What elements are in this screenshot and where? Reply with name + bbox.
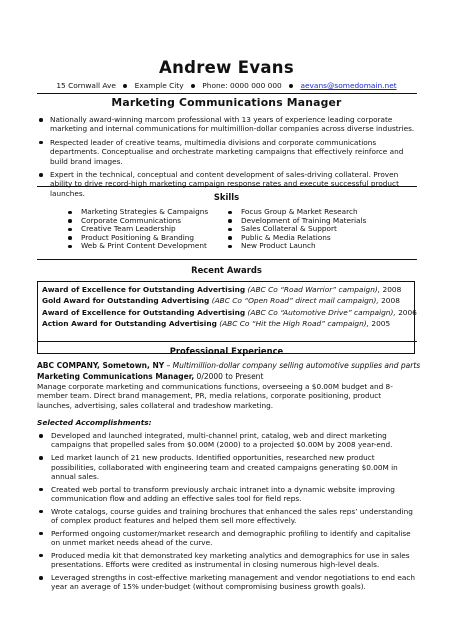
skill-item: Public & Media Relations [228,234,388,243]
company-line [37,361,420,371]
contact-line [0,81,453,90]
bullet-dot-icon [123,84,127,88]
skill-item: Marketing Strategies & Campaigns [68,208,228,217]
bullet-icon [39,434,43,438]
bullet-icon [39,118,43,122]
candidate-name: Andrew Evans [159,58,294,77]
bullet-icon [39,173,43,177]
skill-item: New Product Launch [228,242,388,251]
bullet-icon [228,219,232,223]
awards-list [42,284,417,329]
bullet-icon [68,219,72,223]
experience-heading: Professional Experience [169,346,284,356]
job-title-line [37,372,263,382]
summary-list [37,115,419,202]
bullet-icon [68,211,72,215]
job-title: Marketing Communications Manager, [37,372,195,381]
skills-column-right [228,208,388,251]
phone: Phone: 0000 000 000 [202,81,282,90]
skill-item: Web & Print Content Development [68,242,228,251]
summary-item: Respected leader of creative teams, multimedia divisions and corporate communications departments. Conceptualise and orchestrate marketing campaigns that effectively reinforce and build brand images. [37,138,419,166]
email-link[interactable]: aevans@somedomain.net [300,81,397,90]
skill-item: Creative Team Leadership [68,225,228,234]
accomplishments-list [37,431,419,595]
award-item: Award of Excellence for Outstanding Advertising (ABC Co “Road Warrior” campaign), 2008 [42,285,402,294]
job-description: Manage corporate marketing and communications functions, overseeing a $0.00M budget and 8-member team. Direct brand management, PR, media relations, corporate positioning, product launches, advertising, sales collateral and tradeshow marketing. [37,382,393,410]
summary-item: Nationally award-winning marcom professional with 13 years of experience leading corporate marketing and internal communications for multimillion-dollar companies across diverse industries. [37,115,419,134]
divider [37,259,417,260]
skills-column-left [68,208,228,251]
bullet-icon [39,488,43,492]
bullet-icon [228,228,232,232]
award-item: Award of Excellence for Outstanding Advertising (ABC Co “Automotive Drive” campaign), 2006 [42,307,417,317]
bullet-icon [68,228,72,232]
bullet-icon [68,245,72,249]
bullet-icon [228,245,232,249]
bullet-icon [228,211,232,215]
accomplishment-item: Created web portal to transform previously archaic intranet into a dynamic website improving communication flow and adding an effective sales tool for field reps. [37,485,419,504]
awards-heading: Recent Awards [191,265,262,275]
skill-item: Sales Collateral & Support [228,225,388,234]
company-name: ABC COMPANY, Sometown, NY [37,361,165,370]
accomplishments-heading: Selected Accomplishments: [37,418,152,427]
city: Example City [134,81,184,90]
bullet-icon [39,554,43,558]
accomplishment-item: Produced media kit that demonstrated key marketing analytics and demographics for use in sales presentations. Efforts were credited as instrumental in closing numerous high-level deals. [37,551,419,570]
bullet-icon [39,510,43,514]
divider [37,93,417,94]
bullet-icon [39,456,43,460]
accomplishment-item: Wrote catalogs, course guides and training brochures that enhanced the sales reps’ understanding of complex product features and helped them sell more effectively. [37,507,419,526]
accomplishment-item: Developed and launched integrated, multi-channel print, catalog, web and direct marketing campaigns that propelled sales from $0.00M (2000) to a projected $0.00M by 2008 year-end. [37,431,419,450]
bullet-icon [39,576,43,580]
bullet-icon [228,236,232,240]
award-item: Gold Award for Outstanding Advertising (ABC Co “Open Road” direct mail campaign), 2008 [42,296,400,306]
skill-item: Corporate Communications [68,217,228,226]
skill-item: Development of Training Materials [228,217,388,226]
bullet-icon [39,532,43,536]
bullet-dot-icon [191,84,195,88]
bullet-dot-icon [289,84,293,88]
divider [37,341,417,342]
award-item: Action Award for Outstanding Advertising (ABC Co “Hit the High Road” campaign), 2005 [42,318,391,328]
headline-title: Marketing Communications Manager [111,96,342,109]
job-dates: 0/2000 to Present [194,372,264,381]
bullet-icon [68,236,72,240]
bullet-icon [39,141,43,145]
skill-item: Product Positioning & Branding [68,234,228,243]
company-description: – Multimillion-dollar company selling automotive supplies and parts [164,361,421,370]
summary-item: Expert in the technical, conceptual and content development of sales-driving collateral. Proven ability to drive record-high marketing campaign response rates and execute successful product launches. [37,170,419,198]
skills-heading: Skills [213,192,240,202]
accomplishment-item: Leveraged strengths in cost-effective marketing management and vendor negotiations to end each year an average of 15% under-budget (without compromising business growth goals). [37,573,419,592]
skills-list [68,208,388,251]
address: 15 Cornwall Ave [56,81,116,90]
divider [37,186,417,187]
accomplishment-item: Performed ongoing customer/market research and demographic profiling to identify and capitalise on unmet market needs ahead of the curve. [37,529,419,548]
accomplishment-item: Led market launch of 21 new products. Identified opportunities, researched new product possibilities, collaborated with engineering team and created campaigns generating $0.00M in annual sales. [37,453,419,481]
skill-item: Focus Group & Market Research [228,208,388,217]
